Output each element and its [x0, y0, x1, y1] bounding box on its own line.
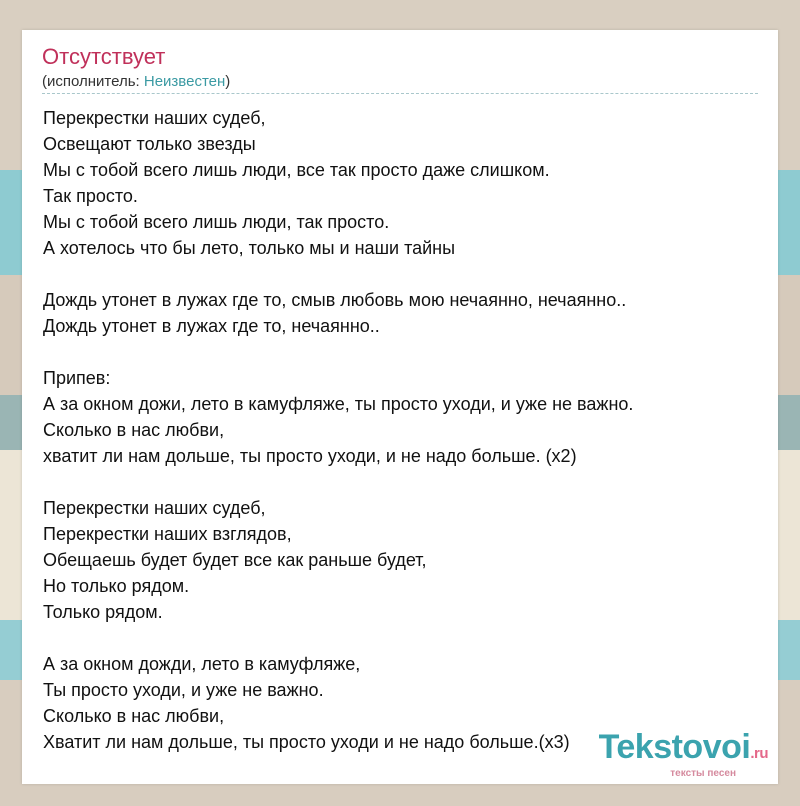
lyric-line: А хотелось что бы лето, только мы и наши тайны: [43, 238, 456, 258]
lyric-line: Мы с тобой всего лишь люди, все так просто даже слишком.: [43, 160, 550, 180]
lyric-line: Дождь утонет в лужах где то, смыв любовь мою нечаянно, нечаянно..: [43, 290, 627, 310]
lyric-line: Перекрестки наших судеб,: [43, 498, 266, 518]
divider: [42, 93, 758, 94]
artist-suffix: ): [225, 73, 231, 90]
lyric-line: [43, 261, 633, 287]
logo-tld: .ru: [750, 745, 768, 762]
lyric-line: Ты просто уходи, и уже не важно.: [43, 680, 324, 700]
artist-link[interactable]: Неизвестен: [143, 73, 226, 90]
lyric-line: Только рядом.: [43, 602, 163, 622]
lyric-line: Перекрестки наших взглядов,: [43, 524, 292, 544]
artist-line: [42, 73, 230, 91]
lyric-line: [43, 339, 633, 365]
lyric-line: Дождь утонет в лужах где то, нечаянно..: [43, 316, 380, 336]
lyric-line: Сколько в нас любви,: [43, 706, 225, 726]
song-title: Отсутствует: [42, 44, 166, 69]
lyric-line: Мы с тобой всего лишь люди, так просто.: [43, 212, 390, 232]
lyric-line: Хватит ли нам дольше, ты просто уходи и не надо больше.(x3): [43, 732, 570, 752]
lyric-line: А за окном дожди, лето в камуфляже,: [43, 654, 361, 674]
lyric-line: Так просто.: [43, 186, 138, 206]
lyrics-text: [43, 105, 633, 755]
logo-wordmark: Tekstovoi: [598, 728, 751, 766]
lyric-line: Сколько в нас любви,: [43, 420, 225, 440]
lyric-line: А за окном дожи, лето в камуфляже, ты просто уходи, и уже не важно.: [43, 394, 634, 414]
site-logo[interactable]: [599, 729, 768, 779]
lyric-line: Перекрестки наших судеб,: [43, 108, 266, 128]
lyric-line: Обещаешь будет будет все как раньше будет,: [43, 550, 427, 570]
lyric-line: хватит ли нам дольше, ты просто уходи, и не надо больше. (x2): [43, 446, 577, 466]
lyric-line: Но только рядом.: [43, 576, 190, 596]
lyric-line: [43, 625, 633, 651]
lyrics-card: [22, 30, 778, 784]
artist-prefix: (исполнитель:: [42, 73, 144, 90]
lyric-line: [43, 469, 633, 495]
lyric-line: Припев:: [43, 368, 111, 388]
logo-tagline: тексты песен: [670, 768, 736, 779]
lyric-line: Освещают только звезды: [43, 134, 256, 154]
